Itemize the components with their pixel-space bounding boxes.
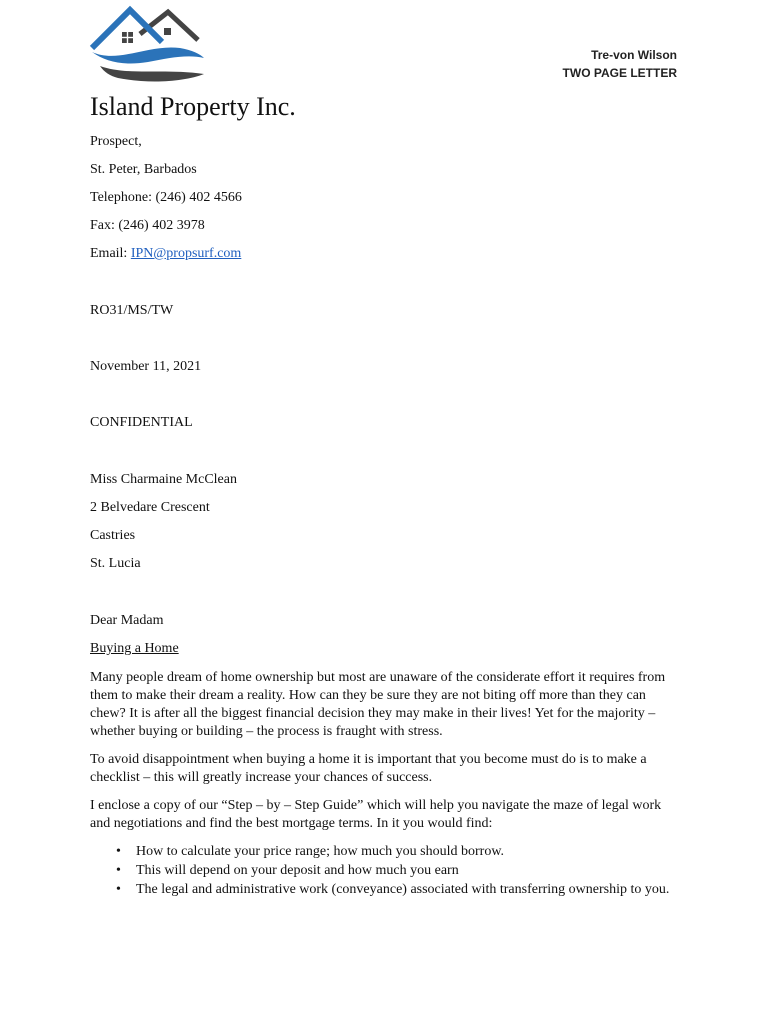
body-paragraph-2: To avoid disappointment when buying a home it is important that you become must do is to make a checklist – this will greatly increase your chances of success. [90, 752, 647, 785]
body-paragraph-3: I enclose a copy of our “Step – by – Step Guide” which will help you navigate the maze of legal work and negotiations and find the best mortgage terms. In it you would find: [90, 798, 662, 831]
list-item: • This will depend on your deposit and how much you earn [136, 862, 726, 880]
body-paragraph-1: Many people dream of home ownership but most are unaware of the considerate effort it requires from them to make their dream a reality. How can they be sure they are not biting off more than they can chew? It is after all the biggest financial decision they may make in their lives! Yet for the majority – whether buying or building – the process is fraught with stress. [90, 670, 666, 739]
email-link[interactable]: IPN@propsurf.com [130, 246, 242, 261]
recipient-name: Miss Charmaine McClean [90, 472, 237, 487]
sender-address-line2: St. Peter, Barbados [90, 162, 197, 177]
recipient-street: 2 Belvedare Crescent [90, 500, 210, 515]
author-name: Tre-von Wilson [591, 48, 677, 62]
house-logo-icon [88, 4, 206, 88]
recipient-country: St. Lucia [90, 556, 141, 571]
reference-number: RO31/MS/TW [90, 303, 174, 318]
sender-telephone: Telephone: (246) 402 4566 [90, 190, 242, 205]
company-name: Island Property Inc. [90, 92, 296, 121]
subject-line: Buying a Home [90, 641, 179, 656]
list-item: • How to calculate your price range; how much you should borrow. [136, 843, 726, 861]
author-block [563, 46, 677, 82]
document-label: TWO PAGE LETTER [562, 66, 677, 80]
email-label: Email: [90, 246, 131, 261]
sender-fax: Fax: (246) 402 3978 [90, 218, 205, 233]
confidential-notation: CONFIDENTIAL [90, 415, 193, 430]
guide-contents-list [90, 843, 726, 900]
sender-address-line1: Prospect, [90, 134, 142, 149]
sender-email-row [90, 246, 241, 262]
letter-date: November 11, 2021 [90, 359, 202, 374]
list-item: • The legal and administrative work (conveyance) associated with transferring ownership to you. [136, 881, 726, 899]
recipient-city: Castries [90, 528, 136, 543]
salutation: Dear Madam [90, 613, 164, 628]
